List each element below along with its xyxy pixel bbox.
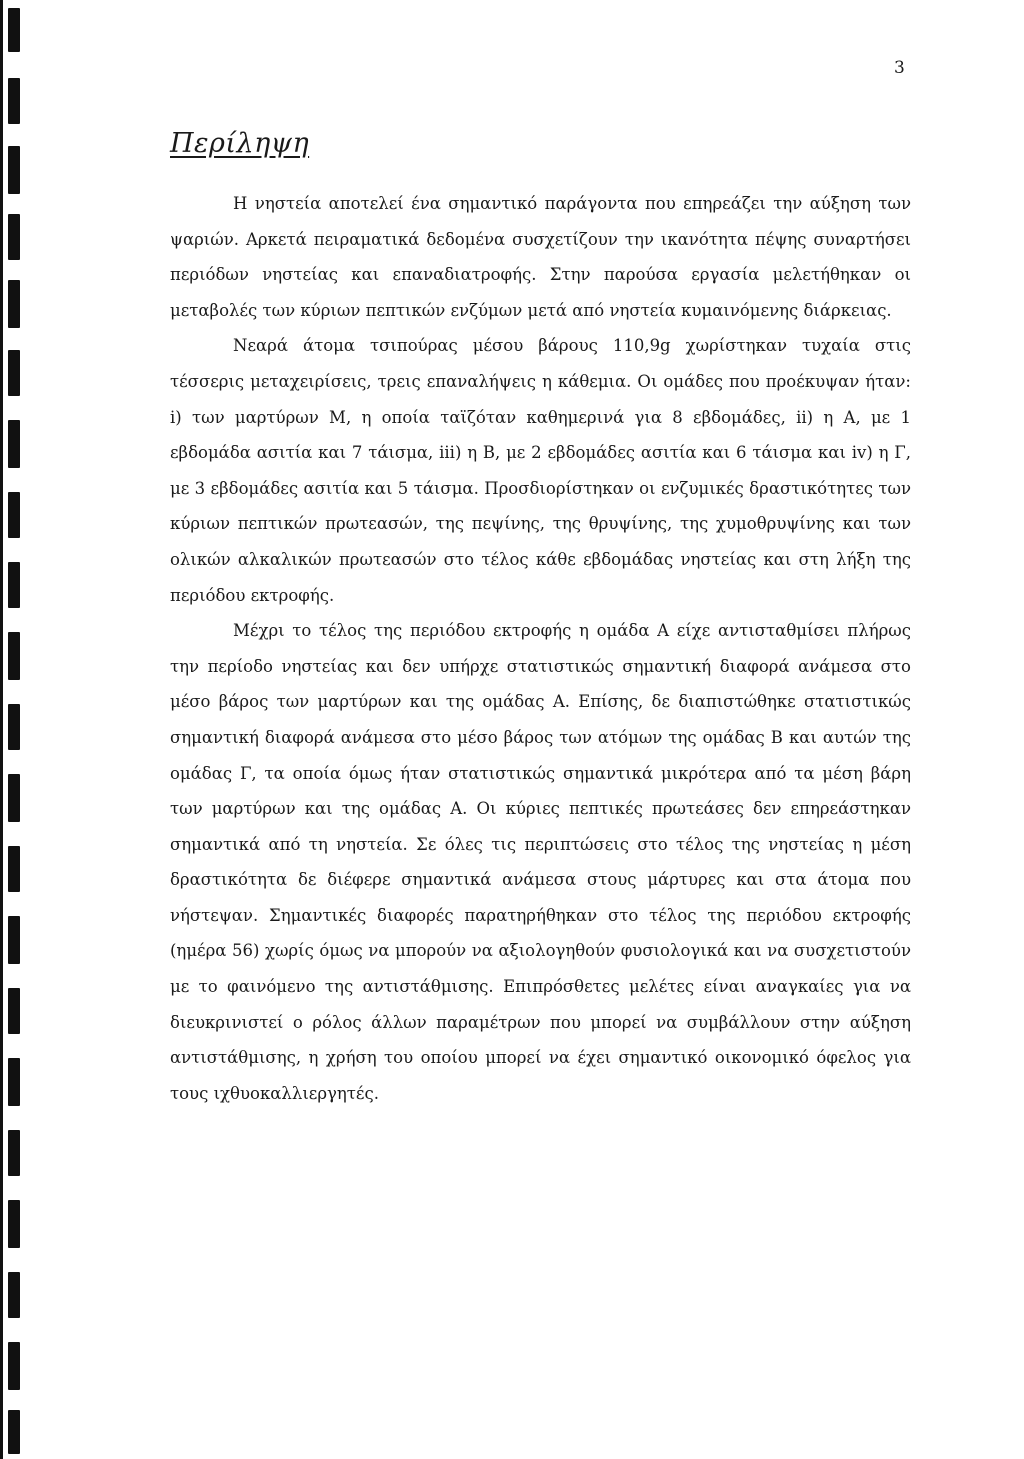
paragraph: Η νηστεία αποτελεί ένα σημαντικό παράγοντα που επηρεάζει την αύξηση των ψαριών. Αρκετά πειραματικά δεδομένα συσχετίζουν την ικανότητα πέψης συναρτήσει περιόδων νηστείας και επαναδιατροφής. Στην παρούσα εργασία μελετήθηκαν οι μεταβολές των κύριων πεπτικών ενζύμων μετά από νηστεία κυμαινόμενης διάρκειας. (170, 194, 911, 320)
binding-mark (8, 1342, 20, 1390)
section-title: Περίληψη (170, 128, 310, 159)
binding-mark (8, 492, 20, 538)
binding-mark (8, 704, 20, 750)
paragraph: Νεαρά άτομα τσιπούρας μέσου βάρους 110,9g χωρίστηκαν τυχαία στις τέσσερις μεταχειρίσεις, τρεις επαναλήψεις η κάθεμια. Οι ομάδες που προέκυψαν ήταν: i) των μαρτύρων Μ, η οποία ταϊζόταν καθημερινά για 8 εβδομάδες, ii) η Α, με 1 εβδομάδα ασιτία και 7 τάισμα, iii) η Β, με 2 εβδομάδες ασιτία και 6 τάισμα και iv) η Γ, με 3 εβδομάδες ασιτία και 5 τάισμα. Προσδιορίστηκαν οι ενζυμικές δραστικότητες των κύριων πεπτικών πρωτεασών, της πεψίνης, της θρυψίνης, της χυμοθρυψίνης και των ολικών αλκαλικών πρωτεασών στο τέλος κάθε εβδομάδας νηστείας και στη λήξη της περιόδου εκτροφής. (170, 336, 911, 605)
binding-stripe (0, 0, 3, 1459)
binding-mark (8, 1058, 20, 1106)
binding-mark (8, 1272, 20, 1318)
binding-mark (8, 78, 20, 124)
binding-mark (8, 1410, 20, 1454)
binding-mark (8, 774, 20, 822)
binding-mark (8, 846, 20, 892)
scan-binding-edge (0, 0, 38, 1459)
binding-mark (8, 916, 20, 964)
binding-mark (8, 214, 20, 260)
binding-mark (8, 1130, 20, 1176)
binding-mark (8, 280, 20, 328)
binding-mark (8, 350, 20, 396)
binding-mark (8, 1200, 20, 1248)
binding-mark (8, 8, 20, 52)
paragraph: Μέχρι το τέλος της περιόδου εκτροφής η ομάδα Α είχε αντισταθμίσει πλήρως την περίοδο νηστείας και δεν υπήρχε στατιστικώς σημαντική διαφορά ανάμεσα στο μέσο βάρος των μαρτύρων και της ομάδας Α. Επίσης, δε διαπιστώθηκε στατιστικώς σημαντική διαφορά ανάμεσα στο μέσο βάρος των ατόμων της ομάδας Β και αυτών της ομάδας Γ, τα οποία όμως ήταν στατιστικώς σημαντικά μικρότερα από τα μέση βάρη των μαρτύρων και της ομάδας Α. Οι κύριες πεπτικές πρωτεάσες δεν επηρεάστηκαν σημαντικά από τη νηστεία. Σε όλες τις περιπτώσεις στο τέλος της νηστείας η μέση δραστικότητα δε διέφερε σημαντικά ανάμεσα στους μάρτυρες και στα άτομα που νήστεψαν. Σημαντικές διαφορές παρατηρήθηκαν στο τέλος της περιόδου εκτροφής (ημέρα 56) χωρίς όμως να μπορούν να αξιολογηθούν φυσιολογικά και να συσχετιστούν με το φαινόμενο της αντιστάθμισης. Επιπρόσθετες μελέτες είναι αναγκαίες για να διευκρινιστεί ο ρόλος άλλων παραμέτρων που μπορεί να συμβάλλουν στην αύξηση αντιστάθμισης, η χρήση του οποίου μπορεί να έχει σημαντικό οικονομικό όφελος για τους ιχθυοκαλλιεργητές. (170, 621, 911, 1103)
binding-mark (8, 146, 20, 194)
binding-mark (8, 562, 20, 608)
summary-body (170, 186, 911, 1111)
page-number: 3 (894, 58, 905, 78)
binding-mark (8, 988, 20, 1034)
binding-mark (8, 632, 20, 680)
binding-mark (8, 420, 20, 468)
